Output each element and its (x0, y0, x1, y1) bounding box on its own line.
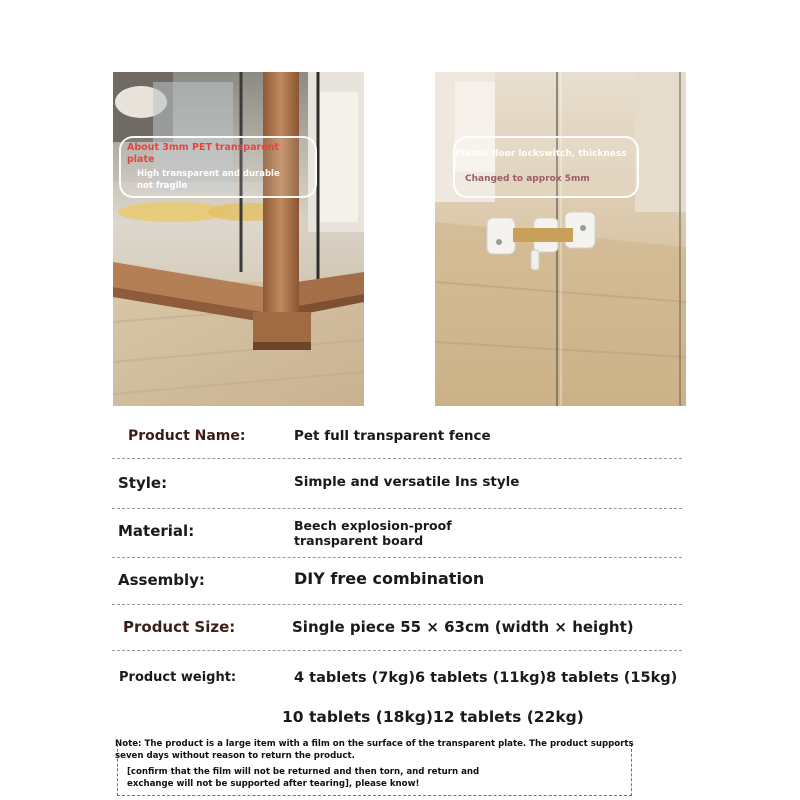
door-lock-callout (453, 136, 639, 198)
divider (112, 604, 682, 605)
note-line-3: [confirm that the film will not be returned and then torn, and return and (127, 767, 480, 777)
spec-label: Material: (118, 522, 195, 540)
fence-corner-illustration (113, 72, 364, 406)
divider (112, 508, 682, 509)
weight-continuation: 10 tablets (18kg)12 tablets (22kg) (282, 708, 584, 726)
pet-plate-callout-body: High transparent and durable not fragile (137, 169, 280, 191)
spec-value: Beech explosion-proof transparent board (294, 518, 452, 548)
door-lock-illustration (435, 72, 686, 406)
note-line-1: Note: The product is a large item with a film on the surface of the transparent plate. The product supports (115, 739, 634, 749)
divider (112, 458, 682, 459)
spec-label: Assembly: (118, 571, 205, 589)
left-product-photo (113, 72, 364, 406)
note-line-2: seven days without reason to return the product. (115, 751, 355, 761)
spec-label: Product Name: (128, 428, 246, 444)
divider (112, 557, 682, 558)
spec-value: Simple and versatile Ins style (294, 474, 520, 490)
spec-label: Style: (118, 474, 168, 492)
door-lock-callout-title: Plastic door lockswitch, thickness (455, 149, 627, 159)
door-lock-callout-body: Changed to approx 5mm (465, 174, 590, 184)
note-line-4: exchange will not be supported after tearing], please know! (127, 779, 420, 789)
spec-value: DIY free combination (294, 569, 485, 588)
spec-label: Product Size: (123, 618, 236, 636)
spec-value: Single piece 55 × 63cm (width × height) (292, 618, 634, 636)
spec-label: Product weight: (119, 670, 237, 685)
pet-plate-callout-title: About 3mm PET transparent plate (127, 142, 279, 165)
spec-value: 4 tablets (7kg)6 tablets (11kg)8 tablets (15kg) (294, 670, 678, 686)
divider (112, 650, 682, 651)
spec-value: Pet full transparent fence (294, 428, 491, 444)
right-product-photo (435, 72, 686, 406)
